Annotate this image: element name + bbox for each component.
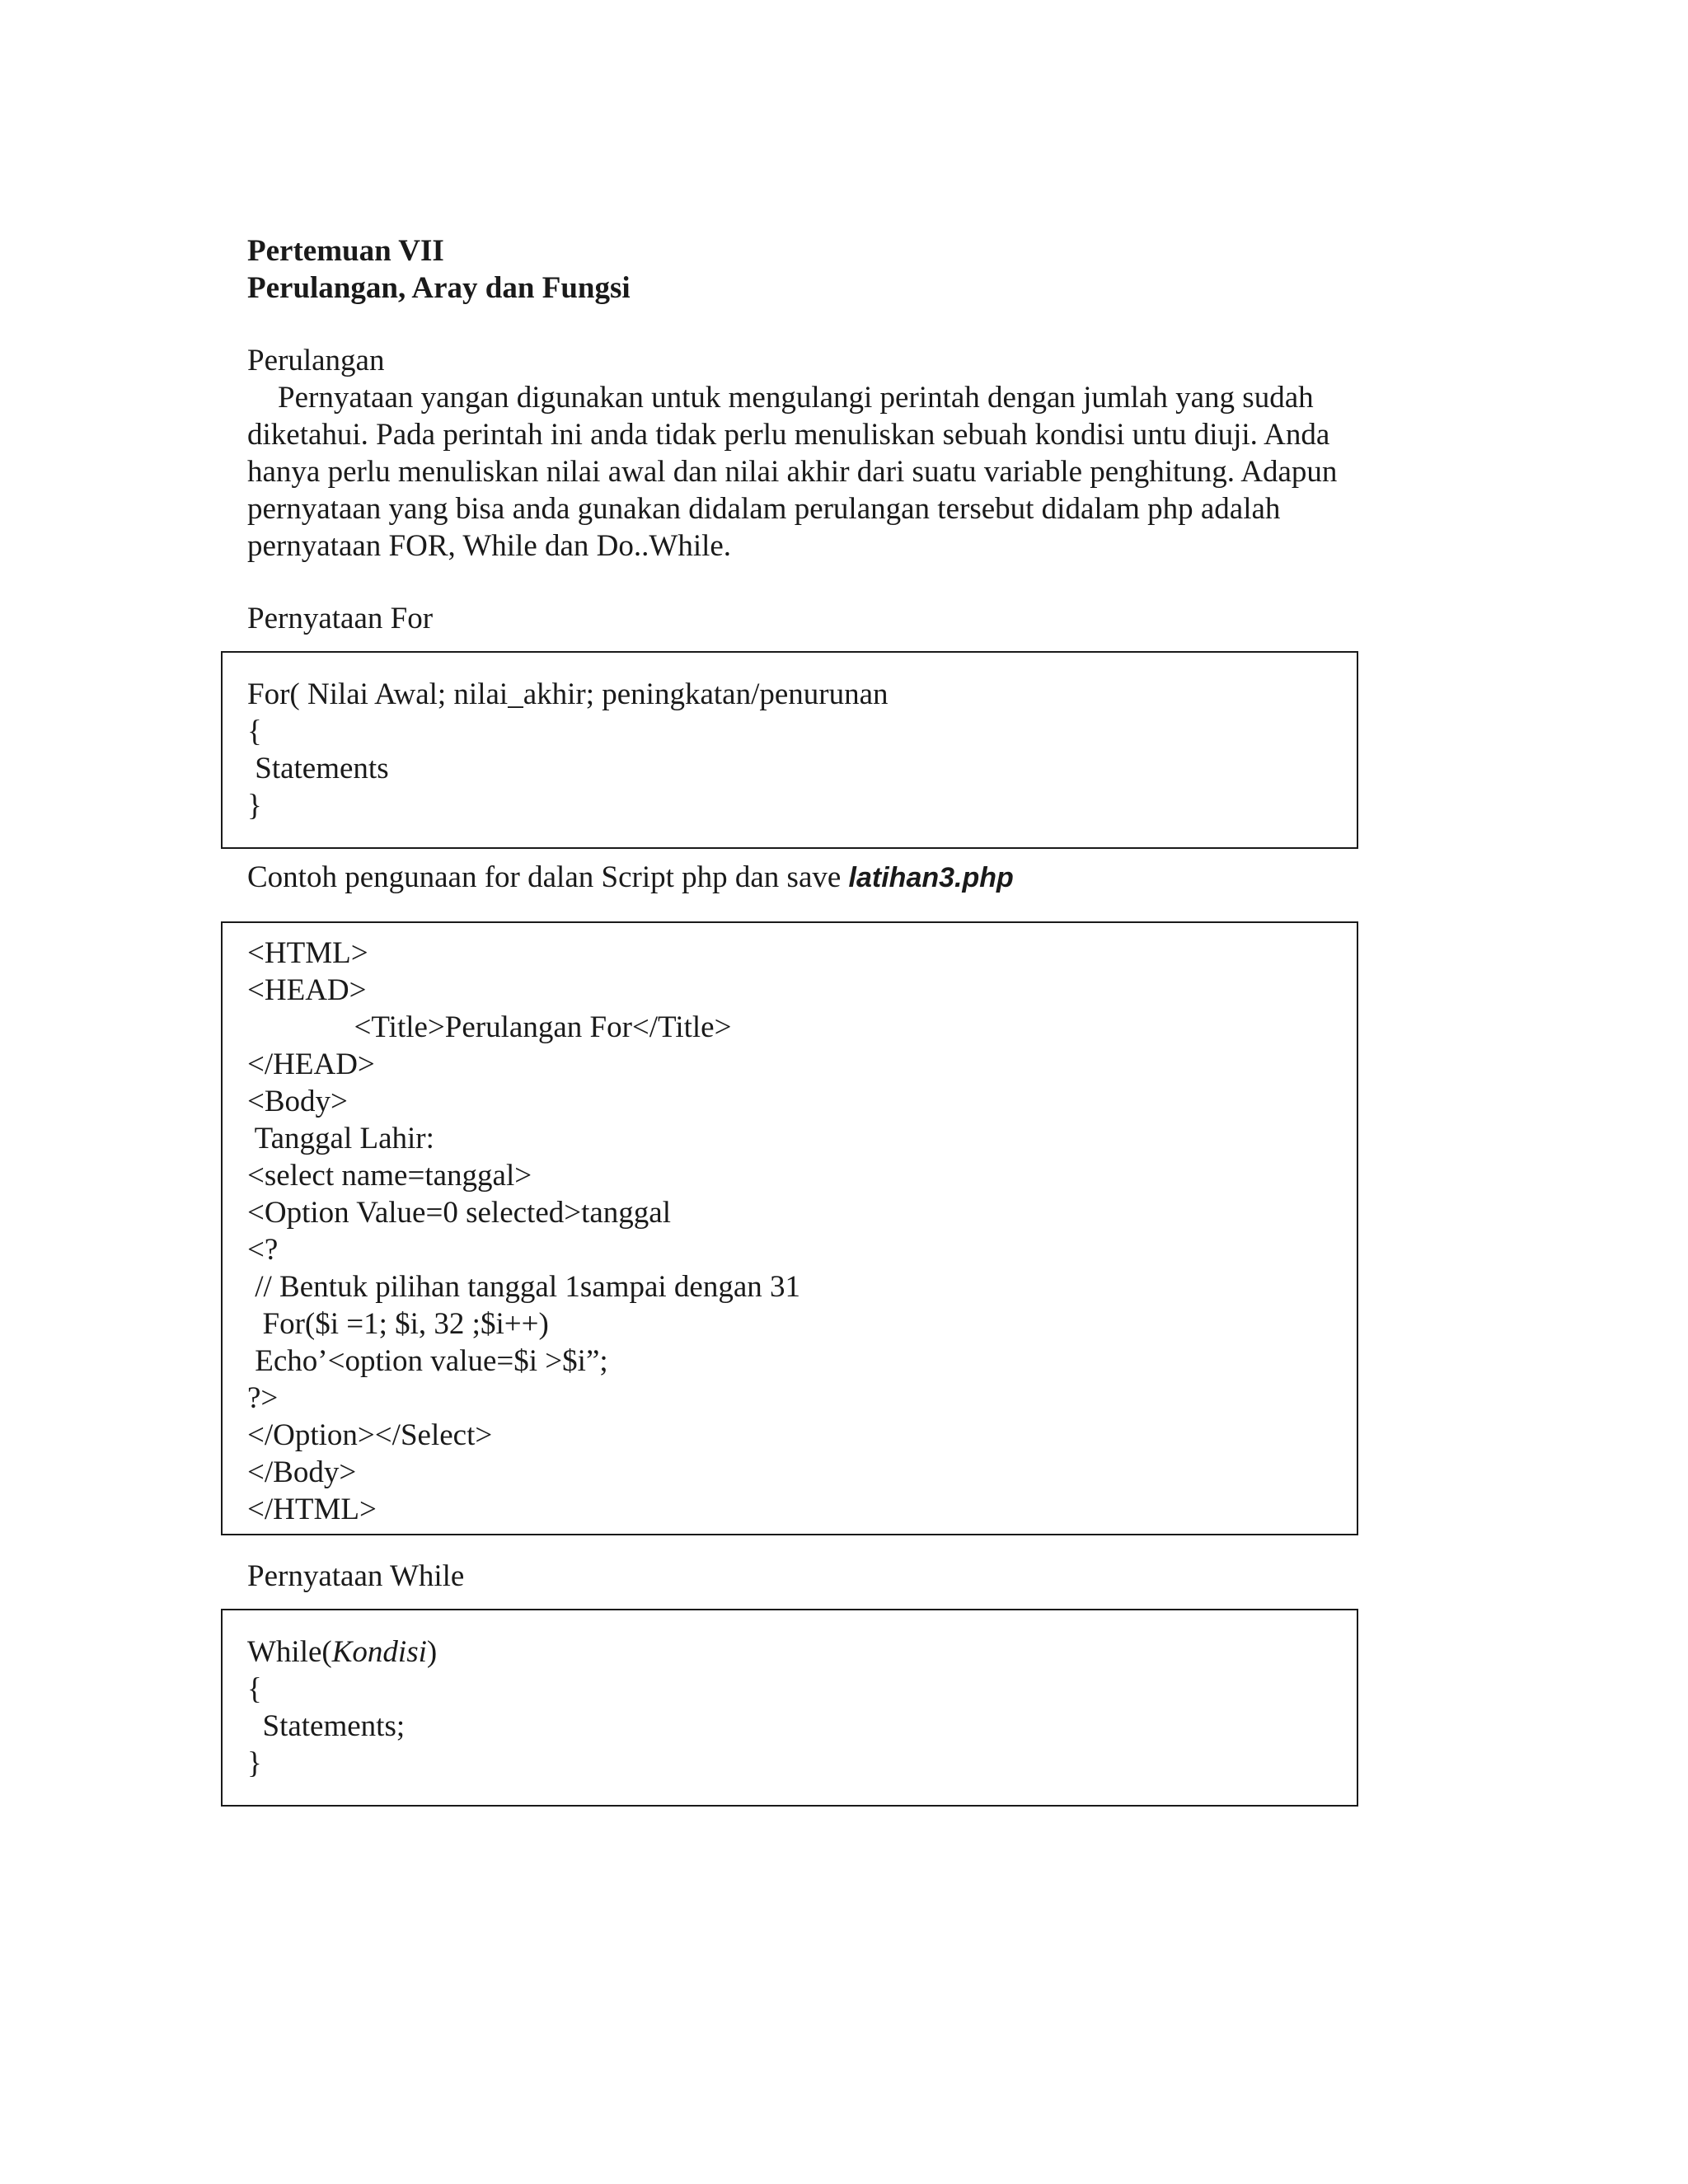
code-line bbox=[247, 1633, 437, 1671]
example-intro-text: Contoh pengunaan for dalan Script php dan save bbox=[247, 860, 849, 894]
section-title-for: Pernyataan For bbox=[247, 602, 434, 635]
example-filename: latihan3.php bbox=[848, 862, 1014, 893]
code-line: } bbox=[247, 1746, 262, 1780]
code-line: Statements bbox=[247, 752, 389, 785]
code-line: </HTML> bbox=[247, 1493, 377, 1526]
code-line: Tanggal Lahir: bbox=[247, 1122, 434, 1155]
code-line: } bbox=[247, 789, 262, 823]
code-line: <? bbox=[247, 1233, 279, 1267]
while-syntax-box bbox=[221, 1609, 1358, 1807]
code-line: <select name=tanggal> bbox=[247, 1159, 532, 1193]
code-line: <HTML> bbox=[247, 936, 368, 970]
intro-paragraph bbox=[247, 379, 1376, 565]
code-line: For( Nilai Awal; nilai_akhir; peningkatan/penurunan bbox=[247, 677, 889, 711]
for-example-box bbox=[221, 921, 1358, 1535]
code-line: <Body> bbox=[247, 1085, 348, 1118]
code-line: <HEAD> bbox=[247, 973, 367, 1007]
example-intro bbox=[247, 859, 1014, 897]
code-line: </Body> bbox=[247, 1455, 357, 1489]
while-keyword: While( bbox=[247, 1635, 332, 1669]
code-line: // Bentuk pilihan tanggal 1sampai dengan 31 bbox=[247, 1270, 801, 1304]
section-title-perulangan: Perulangan bbox=[247, 344, 385, 377]
paragraph-line: Pernyataan yangan digunakan untuk mengulangi perintah dengan jumlah yang sudah bbox=[247, 381, 1314, 415]
code-line: { bbox=[247, 1672, 262, 1706]
topic-title: Perulangan, Aray dan Fungsi bbox=[247, 271, 631, 305]
paragraph-line: pernyataan yang bisa anda gunakan didalam perulangan tersebut didalam php adalah bbox=[247, 492, 1281, 526]
code-line: <Option Value=0 selected>tanggal bbox=[247, 1196, 672, 1230]
code-line: Statements; bbox=[247, 1709, 406, 1743]
code-line: For($i =1; $i, 32 ;$i++) bbox=[247, 1307, 549, 1341]
code-line: <Title>Perulangan For</Title> bbox=[247, 1010, 732, 1044]
paragraph-line: pernyataan FOR, While dan Do..While. bbox=[247, 529, 732, 563]
code-line: </Option></Select> bbox=[247, 1418, 493, 1452]
section-title-while: Pernyataan While bbox=[247, 1559, 465, 1593]
meeting-title: Pertemuan VII bbox=[247, 234, 444, 268]
code-line: </HEAD> bbox=[247, 1047, 375, 1081]
code-line: ?> bbox=[247, 1381, 279, 1415]
paragraph-line: hanya perlu menuliskan nilai awal dan nilai akhir dari suatu variable penghitung. Adapun bbox=[247, 455, 1338, 489]
code-line: Echo’<option value=$i >$i”; bbox=[247, 1344, 608, 1378]
while-condition: Kondisi bbox=[331, 1635, 427, 1669]
code-line: { bbox=[247, 715, 262, 748]
paragraph-line: diketahui. Pada perintah ini anda tidak perlu menuliskan sebuah kondisi untu diuji. Anda bbox=[247, 418, 1330, 452]
while-close-paren: ) bbox=[426, 1635, 438, 1669]
for-syntax-box bbox=[221, 651, 1358, 849]
